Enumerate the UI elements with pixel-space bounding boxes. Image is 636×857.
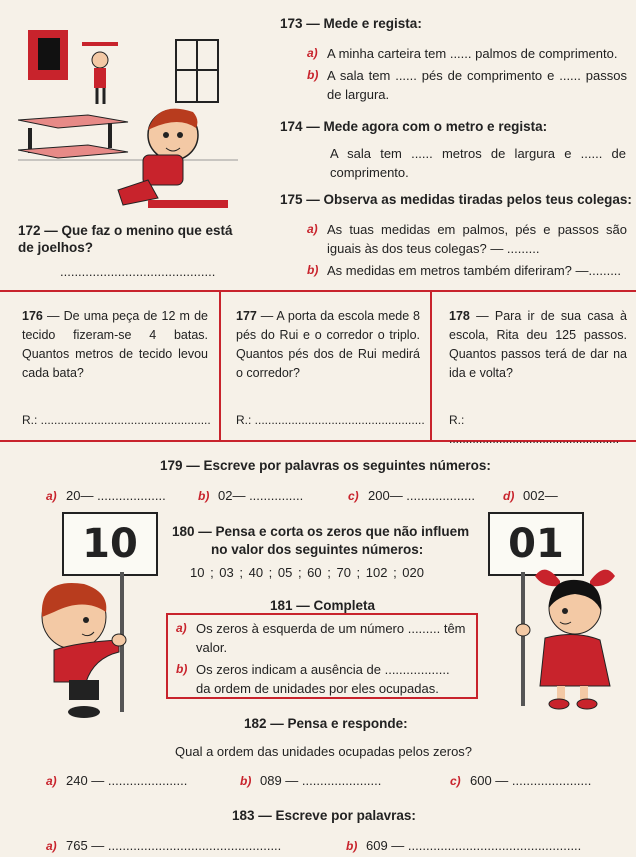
ex183-item-a: a) 765 — ................................................ bbox=[46, 838, 282, 853]
ex181-title: 181 — Completa bbox=[270, 598, 376, 613]
ex180-title-1: 180 — Pensa e corta os zeros que não influem bbox=[172, 524, 470, 539]
ex175-title: 175 — Observa as medidas tiradas pelos teus colegas: bbox=[280, 192, 632, 207]
rule-col1 bbox=[219, 290, 221, 442]
ex173-item-a: a) A minha carteira tem ...... palmos de comprimento. bbox=[307, 46, 618, 61]
ex177-answer: R.: ................................................... bbox=[236, 413, 425, 427]
ex183-title: 183 — Escreve por palavras: bbox=[232, 808, 416, 823]
ex181-list bbox=[176, 619, 466, 701]
rule-top bbox=[0, 290, 636, 292]
ex173-list bbox=[307, 44, 627, 107]
ex178-answer: R.: ................................................... bbox=[449, 413, 620, 446]
ex178: 178 — Para ir de sua casa à escola, Rita deu 125 passos. Quantos passos terá de dar na ida e volta? bbox=[449, 309, 627, 380]
rule-col2 bbox=[430, 290, 432, 442]
illustration-girl-sign bbox=[505, 556, 630, 716]
ex181-item-b: b) Os zeros indicam a ausência de .................. da ordem de unidades por eles ocupadas. bbox=[176, 662, 450, 696]
ex174-text: A sala tem ...... metros de largura e ...... de comprimento. bbox=[330, 146, 626, 180]
sign-left: 10 bbox=[62, 512, 158, 576]
ex182-title: 182 — Pensa e responde: bbox=[244, 716, 408, 731]
ex182-item-c: c) 600 — ...................... bbox=[450, 773, 592, 788]
ex173-item-b: b) A sala tem ...... pés de comprimento e ...... passos de largura. bbox=[307, 68, 627, 102]
ex179-item-d: d) 002— bbox=[503, 488, 558, 503]
sign-right: 01 bbox=[488, 512, 584, 576]
ex180-numbers: 10 ; 03 ; 40 ; 05 ; 60 ; 70 ; 102 ; 020 bbox=[190, 565, 424, 580]
ex175-item-b: b) As medidas em metros também diferiram? —......... bbox=[307, 263, 622, 278]
ex175-item-a: a) As tuas medidas em palmos, pés e passos são iguais às dos teus colegas? — ......... bbox=[307, 222, 627, 256]
ex179-item-c: c) 200— ................... bbox=[348, 488, 475, 503]
ex173-title: 173 — Mede e regista: bbox=[280, 16, 422, 31]
ex174-title: 174 — Mede agora com o metro e regista: bbox=[280, 119, 548, 134]
ex179-item-b: b) 02— ............... bbox=[198, 488, 304, 503]
ex172-title: 172 — Que faz o menino que está de joelhos? bbox=[18, 223, 233, 255]
ex180-title-2: no valor dos seguintes números: bbox=[211, 542, 424, 557]
ex175-list bbox=[307, 220, 627, 283]
ex181-item-a: a) Os zeros à esquerda de um número ......... têm valor. bbox=[176, 621, 466, 655]
illustration-boy-sign bbox=[14, 572, 154, 722]
ex179-item-a: a) 20— ................... bbox=[46, 488, 166, 503]
ex183-item-b: b) 609 — ................................................ bbox=[346, 838, 582, 853]
ex179-title: 179 — Escreve por palavras os seguintes números: bbox=[160, 458, 491, 473]
ex182-question: Qual a ordem das unidades ocupadas pelos zeros? bbox=[175, 744, 473, 759]
ex172-answer-line: ........................................... bbox=[60, 264, 216, 279]
ex176: 176 — De uma peça de 12 m de tecido fizeram-se 4 batas. Quantos metros de tecido levou cada bata? bbox=[22, 309, 208, 380]
ex177: 177 — A porta da escola mede 8 pés do Rui e o corredor o triplo. Quantos pés dos de Rui medirá o corredor? bbox=[236, 309, 420, 380]
ex182-item-a: a) 240 — ...................... bbox=[46, 773, 188, 788]
illustration-measuring-boy bbox=[18, 20, 238, 215]
ex176-answer: R.: ................................................... bbox=[22, 413, 211, 427]
ex182-item-b: b) 089 — ...................... bbox=[240, 773, 382, 788]
